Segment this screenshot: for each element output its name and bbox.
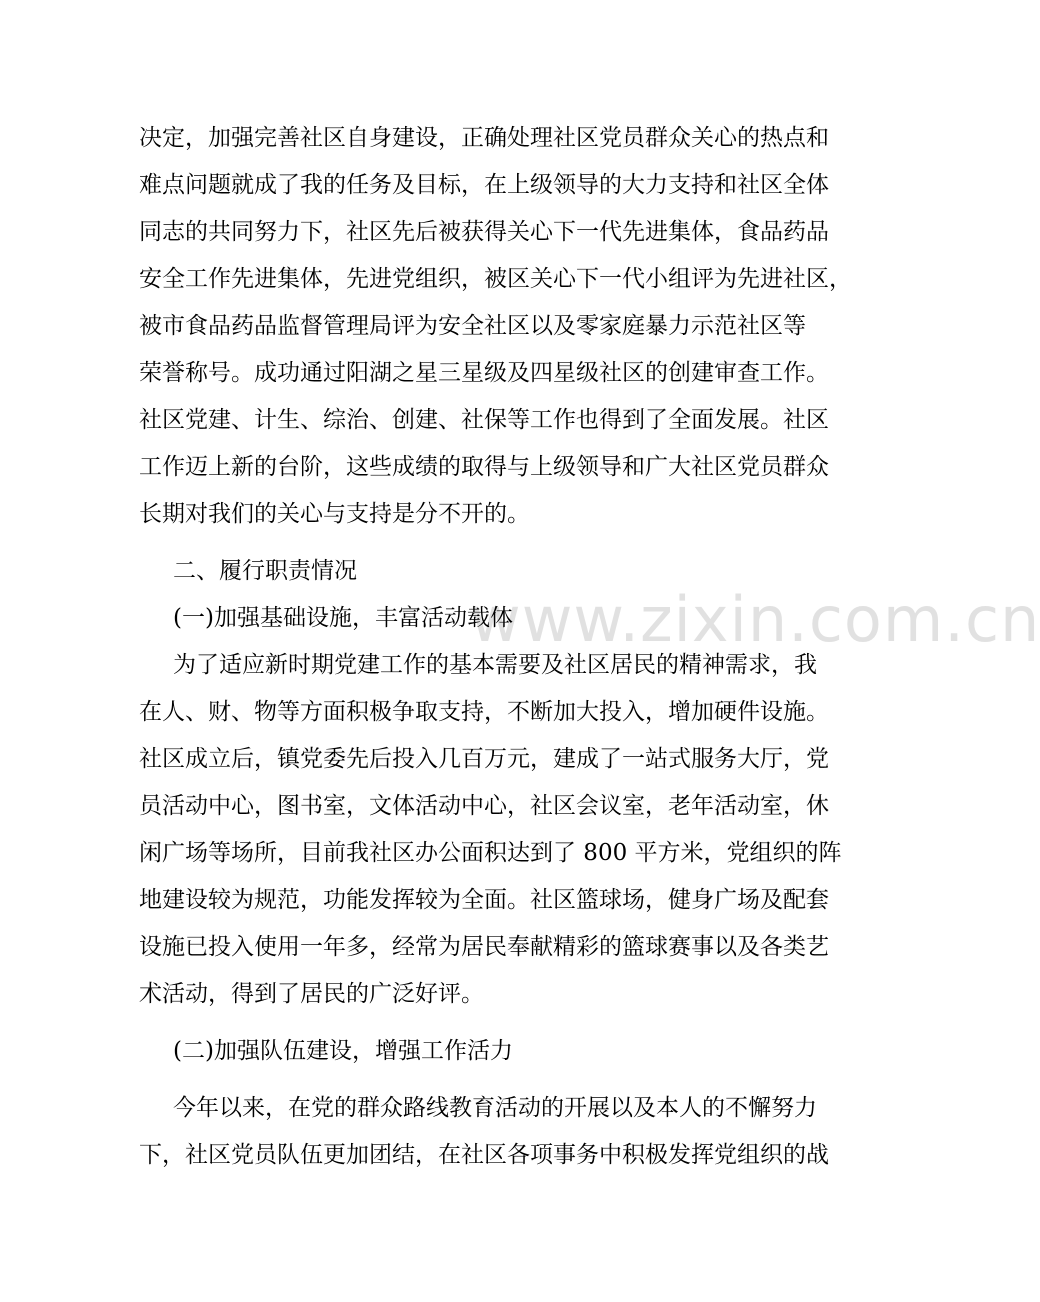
paragraph-line: 社区成立后，镇党委先后投入几百万元，建成了一站式服务大厅，党 (139, 746, 829, 772)
paragraph-line: 术活动，得到了居民的广泛好评。 (139, 981, 484, 1007)
paragraph-line: 安全工作先进集体，先进党组织，被区关心下一代小组评为先进社区， (139, 266, 852, 292)
paragraph-line: 地建设较为规范，功能发挥较为全面。社区篮球场，健身广场及配套 (139, 887, 829, 913)
paragraph-line: 在人、财、物等方面积极争取支持，不断加大投入，增加硬件设施。 (139, 699, 829, 725)
paragraph-line: 决定，加强完善社区自身建设，正确处理社区党员群众关心的热点和 (139, 125, 829, 151)
paragraph-line: 员活动中心，图书室，文体活动中心，社区会议室，老年活动室，休 (139, 793, 829, 819)
paragraph-line: 下，社区党员队伍更加团结，在社区各项事务中积极发挥党组织的战 (139, 1142, 829, 1168)
paragraph-line: 设施已投入使用一年多，经常为居民奉献精彩的篮球赛事以及各类艺 (139, 934, 829, 960)
watermark: www.zixin.com.cn (470, 583, 1040, 656)
subsection-heading: (二)加强队伍建设，增强工作活力 (173, 1038, 513, 1064)
paragraph-line: 闲广场等场所，目前我社区办公面积达到了 800 平方米，党组织的阵 (139, 840, 842, 866)
paragraph-line: 被市食品药品监督管理局评为安全社区以及零家庭暴力示范社区等 (139, 313, 806, 339)
paragraph-line: 今年以来，在党的群众路线教育活动的开展以及本人的不懈努力 (173, 1095, 817, 1121)
paragraph-line: 为了适应新时期党建工作的基本需要及社区居民的精神需求，我 (173, 652, 817, 678)
paragraph-line: 工作迈上新的台阶，这些成绩的取得与上级领导和广大社区党员群众 (139, 454, 829, 480)
section-heading: 二、履行职责情况 (173, 558, 357, 584)
paragraph-line: 荣誉称号。成功通过阳湖之星三星级及四星级社区的创建审查工作。 (139, 360, 829, 386)
paragraph-line: 长期对我们的关心与支持是分不开的。 (139, 501, 530, 527)
paragraph-line: 社区党建、计生、综治、创建、社保等工作也得到了全面发展。社区 (139, 407, 829, 433)
paragraph-line: 难点问题就成了我的任务及目标，在上级领导的大力支持和社区全体 (139, 172, 829, 198)
subsection-heading: (一)加强基础设施，丰富活动载体 (173, 605, 513, 631)
paragraph-line: 同志的共同努力下，社区先后被获得关心下一代先进集体，食品药品 (139, 219, 829, 245)
